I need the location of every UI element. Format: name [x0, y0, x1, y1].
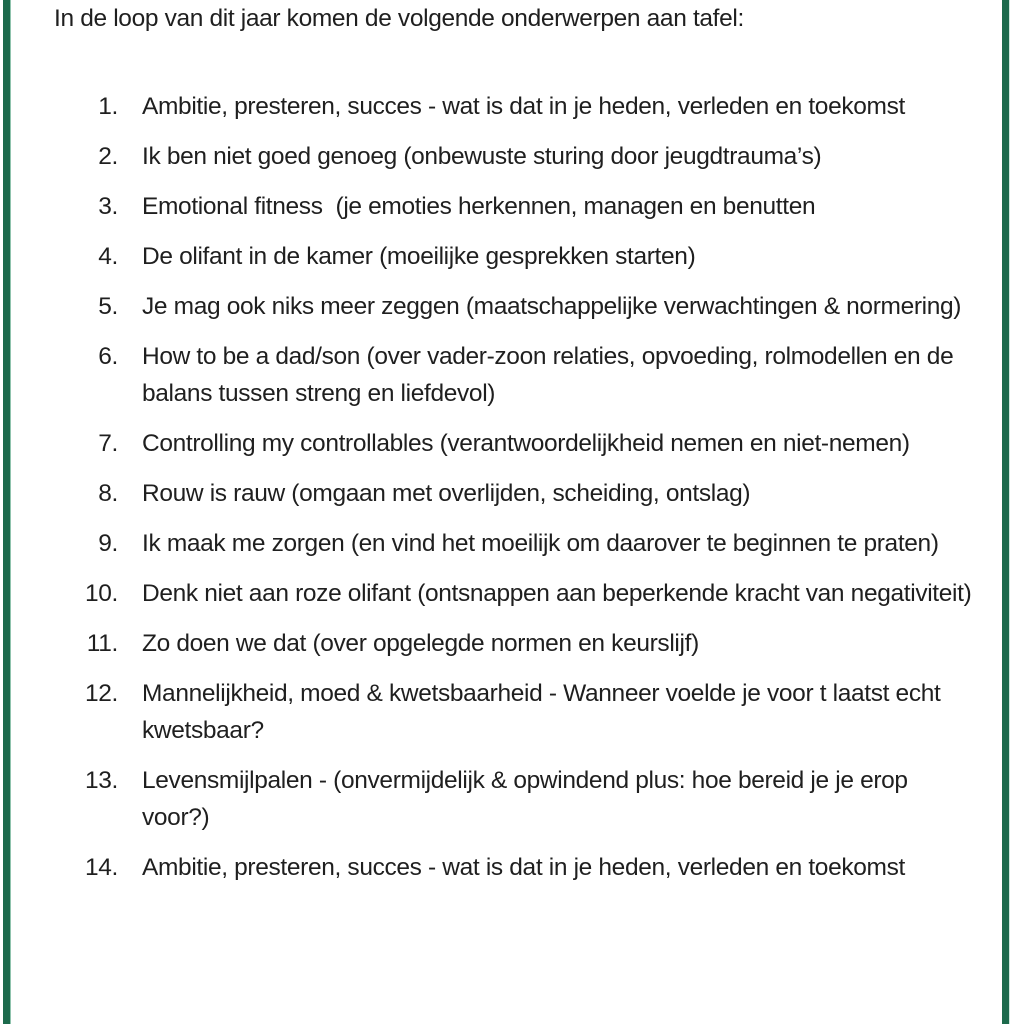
- list-item-text: Rouw is rauw (omgaan met overlijden, scheiding, ontslag): [142, 480, 751, 507]
- list-number-text: 5.: [98, 293, 118, 320]
- list-item-text: Ambitie, presteren, succes - wat is dat in je heden, verleden en toekomst: [142, 93, 905, 120]
- list-item-number: [54, 425, 118, 462]
- list-item: [54, 425, 974, 462]
- list-number-text: 6.: [98, 343, 118, 370]
- list-number-text: 9.: [98, 530, 118, 557]
- list-item: [54, 525, 974, 562]
- list-number-text: 1.: [98, 93, 118, 120]
- list-item-text: Ambitie, presteren, succes - wat is dat in je heden, verleden en toekomst: [142, 854, 905, 881]
- list-item-number: [54, 525, 118, 562]
- list-item-number: [54, 288, 118, 325]
- list-number-text: 10.: [84, 580, 118, 607]
- list-item-number: [54, 238, 118, 275]
- list-item: [54, 625, 974, 662]
- list-item-number: [54, 762, 118, 836]
- list-item-number: [54, 575, 118, 612]
- list-item: [54, 475, 974, 512]
- list-item-number: [54, 338, 118, 412]
- list-item-text: Ik ben niet goed genoeg (onbewuste sturing door jeugdtrauma’s): [142, 143, 822, 170]
- list-number-text: 13.: [84, 767, 118, 794]
- list-number-text: 3.: [98, 193, 118, 220]
- list-item-text: Levensmijlpalen - (onvermijdelijk & opwindend plus: hoe bereid je je erop voor?): [142, 767, 908, 831]
- list-item: [54, 762, 974, 836]
- list-number-text: 4.: [98, 243, 118, 270]
- list-item-number: [54, 88, 118, 125]
- list-item-number: [54, 625, 118, 662]
- list-item: [54, 138, 974, 175]
- list-number-text: 11.: [86, 630, 118, 657]
- list-item-text: How to be a dad/son (over vader-zoon relaties, opvoeding, rolmodellen en de balans tussen streng en liefdevol): [142, 343, 954, 407]
- list-number-text: 8.: [98, 480, 118, 507]
- list-item-text: Ik maak me zorgen (en vind het moeilijk om daarover te beginnen te praten): [142, 530, 939, 557]
- list-item-number: [54, 475, 118, 512]
- list-item-text: Mannelijkheid, moed & kwetsbaarheid - Wanneer voelde je voor t laatst echt kwetsbaar?: [142, 680, 941, 744]
- list-item-text: Je mag ook niks meer zeggen (maatschappelijke verwachtingen & normering): [142, 293, 962, 320]
- list-number-text: 7.: [98, 430, 118, 457]
- frame-border-left: [3, 0, 11, 1024]
- list-item: [54, 88, 974, 125]
- list-item-text: Denk niet aan roze olifant (ontsnappen aan beperkende kracht van negativiteit): [142, 580, 972, 607]
- list-number-text: 14.: [84, 854, 118, 881]
- list-item-number: [54, 849, 118, 886]
- list-item-text: Zo doen we dat (over opgelegde normen en keurslijf): [142, 630, 699, 657]
- list-item-number: [54, 675, 118, 749]
- list-item: [54, 675, 974, 749]
- list-item: [54, 288, 974, 325]
- list-number-text: 12.: [84, 680, 118, 707]
- list-item: [54, 849, 974, 886]
- list-item: [54, 238, 974, 275]
- list-item: [54, 575, 974, 612]
- frame-border-right: [1002, 0, 1010, 1024]
- list-item-text: Controlling my controllables (verantwoordelijkheid nemen en niet-nemen): [142, 430, 910, 457]
- list-item-number: [54, 138, 118, 175]
- list-number-text: 2.: [98, 143, 118, 170]
- list-item: [54, 188, 974, 225]
- list-item-number: [54, 188, 118, 225]
- list-item: [54, 338, 974, 412]
- list-item-text: Emotional fitness (je emoties herkennen, managen en benutten: [142, 193, 816, 220]
- list-item-text: De olifant in de kamer (moeilijke gesprekken starten): [142, 243, 696, 270]
- topic-list: [54, 88, 974, 899]
- intro-text: In de loop van dit jaar komen de volgende onderwerpen aan tafel:: [54, 5, 744, 32]
